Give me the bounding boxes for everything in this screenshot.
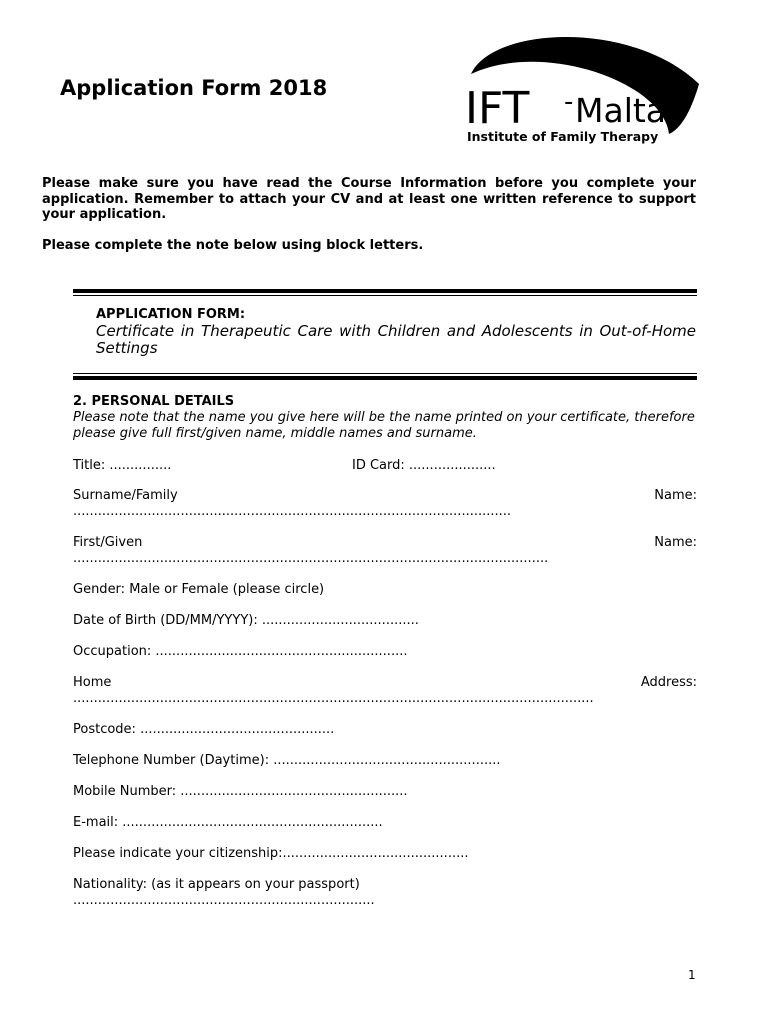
address-label: Address: <box>640 675 697 690</box>
nationality-input-line[interactable]: ......................................................................... <box>73 893 375 908</box>
block-letters-note: Please complete the note below using block letters. <box>42 238 424 253</box>
divider-top <box>73 289 697 293</box>
id-card-field[interactable]: ID Card: ..................... <box>352 458 496 473</box>
address-input-line[interactable]: .............................................................................................................................. <box>73 691 594 706</box>
divider-top-thin <box>73 295 697 296</box>
mobile-field[interactable]: Mobile Number: ....................................................... <box>73 784 408 799</box>
logo-dash: - <box>564 87 574 117</box>
home-label: Home <box>73 675 112 690</box>
first-name-label: First/Given <box>73 535 143 550</box>
telephone-field[interactable]: Telephone Number (Daytime): ....................................................... <box>73 753 501 768</box>
application-form-heading: APPLICATION FORM: <box>96 307 246 322</box>
surname-name-label: Name: <box>654 488 697 503</box>
gender-field[interactable]: Gender: Male or Female (please circle) <box>73 582 325 597</box>
nationality-label: Nationality: (as it appears on your passport) <box>73 877 360 892</box>
logo-location: Malta <box>575 91 667 130</box>
surname-label: Surname/Family <box>73 488 178 503</box>
surname-field[interactable] <box>73 488 697 520</box>
home-address-field[interactable] <box>73 675 697 707</box>
section-note: Please note that the name you give here will be the name printed on your certificate, therefore please give full first/given name, middle names and surname. <box>73 410 695 441</box>
title-id-row <box>73 458 697 474</box>
page-title: Application Form 2018 <box>60 76 328 100</box>
logo-brand: IFT <box>465 83 530 134</box>
page-number: 1 <box>688 968 696 982</box>
course-name: Certificate in Therapeutic Care with Children and Adolescents in Out-of-Home Settings <box>96 322 696 357</box>
ift-malta-logo <box>463 26 703 152</box>
postcode-field[interactable]: Postcode: ............................................... <box>73 722 335 737</box>
dob-field[interactable]: Date of Birth (DD/MM/YYYY): ...................................... <box>73 613 419 628</box>
divider-bottom <box>73 376 697 380</box>
surname-input-line[interactable]: .......................................................................................................... <box>73 504 512 519</box>
first-name-name-label: Name: <box>654 535 697 550</box>
citizenship-field[interactable]: Please indicate your citizenship:............................................. <box>73 846 469 861</box>
section-heading: 2. PERSONAL DETAILS <box>73 394 235 409</box>
email-field[interactable]: E-mail: ............................................................... <box>73 815 383 830</box>
title-field[interactable]: Title: ............... <box>73 458 172 473</box>
logo-tagline: Institute of Family Therapy <box>467 129 659 144</box>
intro-instructions: Please make sure you have read the Course Information before you complete your application. Remember to attach your CV and at least one written reference to support your application. <box>42 176 696 222</box>
nationality-field[interactable] <box>73 877 697 909</box>
occupation-field[interactable]: Occupation: ............................................................. <box>73 644 408 659</box>
first-name-field[interactable] <box>73 535 697 567</box>
first-name-input-line[interactable]: ................................................................................................................... <box>73 551 549 566</box>
divider-bottom-thin <box>73 373 697 374</box>
